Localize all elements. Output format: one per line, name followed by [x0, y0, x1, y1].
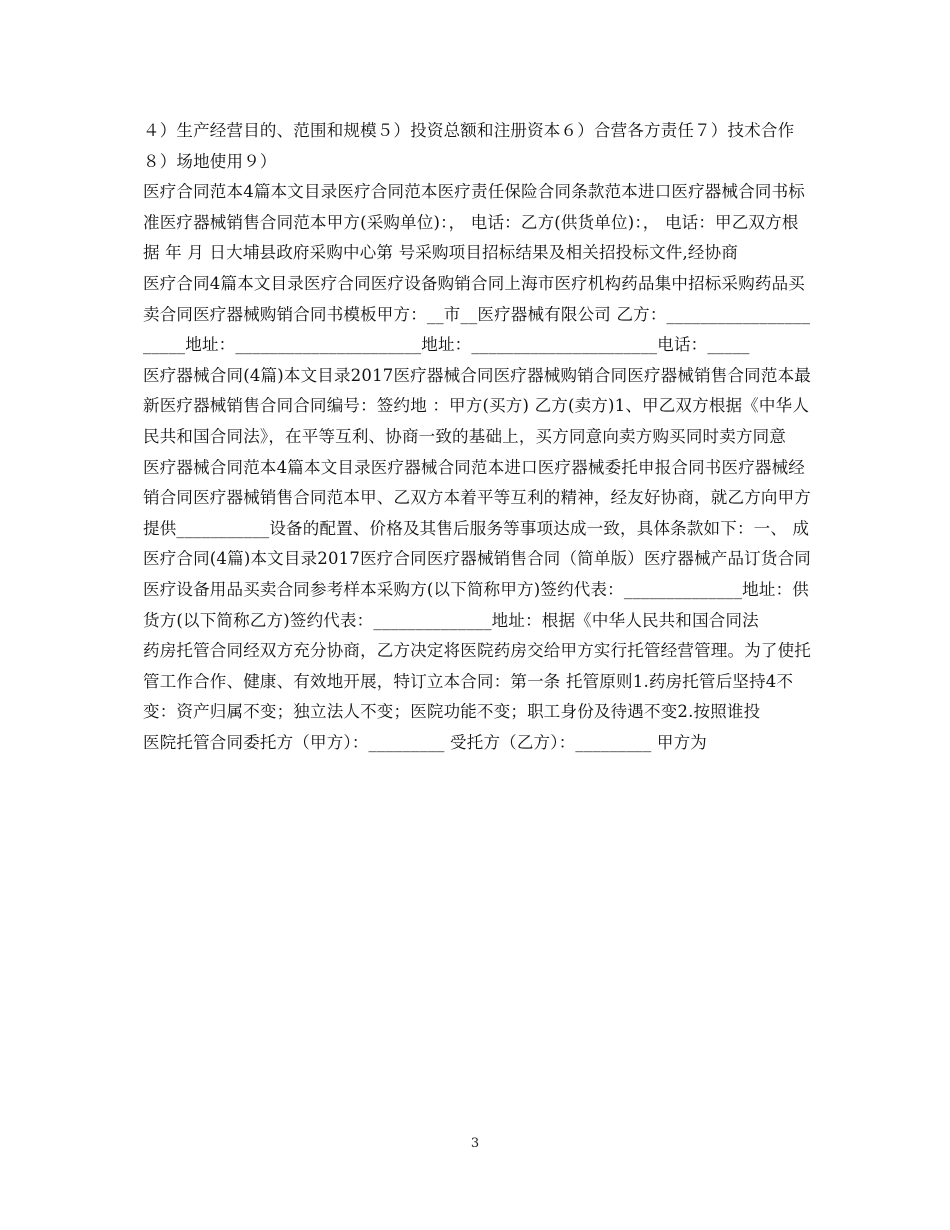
paragraph-5: 医疗器械合同范本4篇本文目录医疗器械合同范本进口医疗器械委托申报合同书医疗器械经销合同医疗器械销售合同范本甲、乙双方本着平等互利的精神，经友好协商，就乙方向甲方提供___________设备的配置、价格及其售后服务等事项达成一致，具体条款如下：一、 成 [143, 457, 811, 538]
paragraph-3: 医疗合同4篇本文目录医疗合同医疗设备购销合同上海市医疗机构药品集中招标采购药品买卖合同医疗器械购销合同书模板甲方：__市__医疗器械有限公司 乙方：______________________地址：______________________地址：______________________电话：_____ [143, 273, 811, 355]
paragraph-4: 医疗器械合同(4篇)本文目录2017医疗器械合同医疗器械购销合同医疗器械销售合同范本最新医疗器械销售合同合同编号：签约地 ：甲方(买方) 乙方(卖方)1、甲乙双方根据《中华人民共和国合同法》，在平等互利、协商一致的基础上，买方同意向卖方购买同时卖方同意 [143, 365, 811, 446]
paragraph-8: 医院托管合同委托方（甲方）：_________ 受托方（乙方）：_________ 甲方为 [143, 732, 707, 752]
document-body [143, 116, 815, 758]
page-number: 3 [470, 1136, 480, 1151]
paragraph-2: 医疗合同范本4篇本文目录医疗合同范本医疗责任保险合同条款范本进口医疗器械合同书标准医疗器械销售合同范本甲方(采购单位)：， 电话：乙方(供货单位)：， 电话：甲乙双方根据 年 月 日大埔县政府采购中心第 号采购项目招标结果及相关招投标文件,经协商 [143, 182, 805, 263]
paragraph-7: 药房托管合同经双方充分协商，乙方决定将医院药房交给甲方实行托管经营管理。为了使托管工作合作、健康、有效地开展，特订立本合同：第一条 托管原则1.药房托管后坚持4不变：资产归属不变；独立法人不变；医院功能不变；职工身份及待遇不变2.按照谁投 [143, 641, 811, 722]
paragraph-1: ４）生产经营目的、范围和规模５）投资总额和注册资本６）合营各方责任７）技术合作８）场地使用９） [143, 121, 795, 171]
paragraph-6: 医疗合同(4篇)本文目录2017医疗合同医疗器械销售合同（简单版）医疗器械产品订货合同医疗设备用品买卖合同参考样本采购方(以下简称甲方)签约代表：______________地址：供货方(以下简称乙方)签约代表：______________地址：根据《中华人民共和国合同法 [143, 549, 811, 630]
